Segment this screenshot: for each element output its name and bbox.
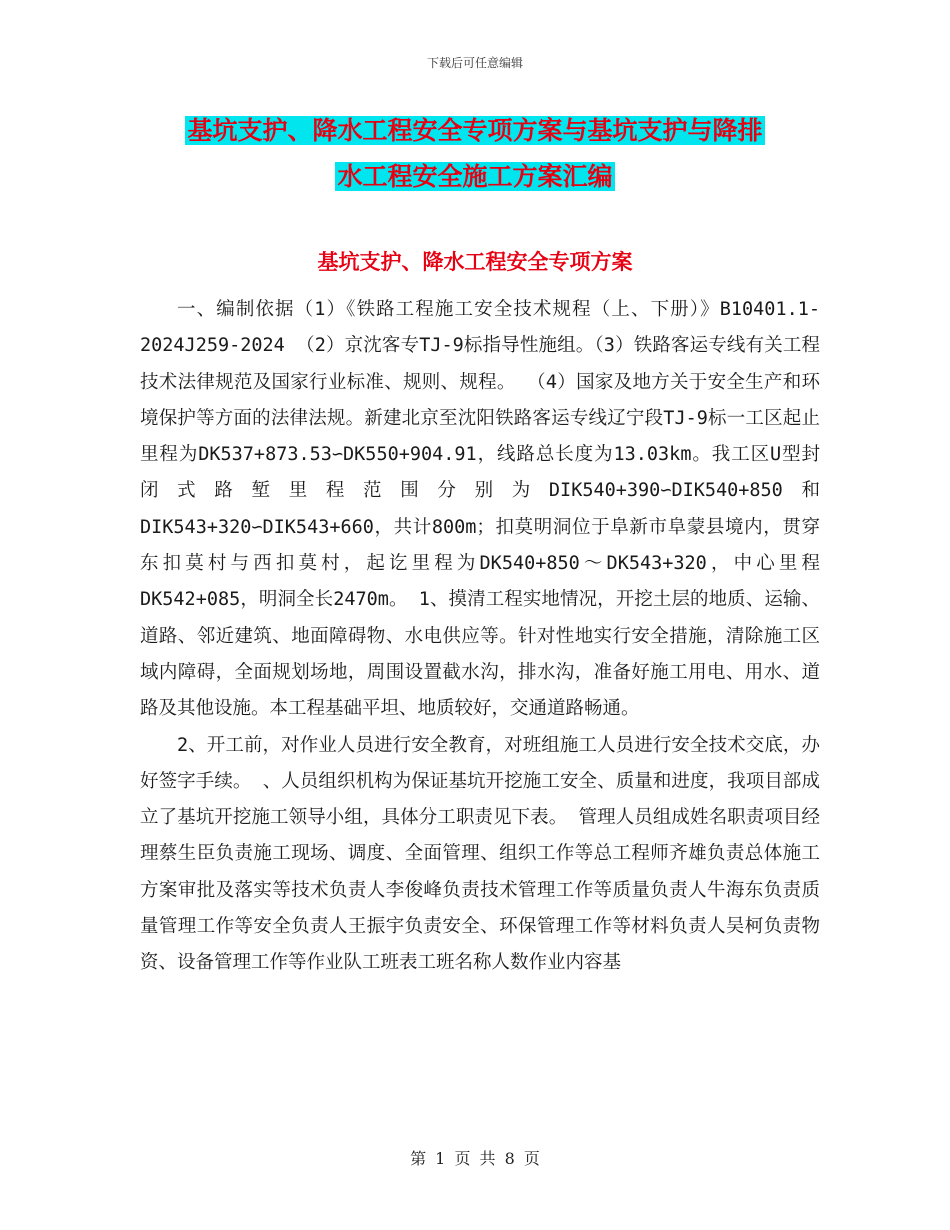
document-title-line-2: 水工程安全施工方案汇编 [337,162,613,191]
section-title: 基坑支护、降水工程安全专项方案 [317,250,633,274]
body-text [140,292,820,982]
paragraph: 一、编制依据（1）《铁路工程施工安全技术规程（上、下册）》B10401.1-2024J259-2024 （2）京沈客专TJ-9标指导性施组。（3）铁路客运专线有关工程技术法律规范及国家行业标准、规则、规程。 （4）国家及地方关于安全生产和环境保护等方面的法律法规。新建北京至沈阳铁路客运专线辽宁段TJ-9标一工区起止里程为DK537+873.53∽DK550+904.91，线路总长度为13.03km。我工区U型封闭式路堑里程范围分别为DIK540+390∽DIK540+850和DIK543+320∽DIK543+660，共计800m；扣莫明洞位于阜新市阜蒙县境内，贯穿东扣莫村与西扣莫村，起讫里程为DK540+850～DK543+320，中心里程DK542+085，明洞全长2470m。 1、摸清工程实地情况，开挖土层的地质、运输、道路、邻近建筑、地面障碍物、水电供应等。针对性地实行安全措施，清除施工区域内障碍，全面规划场地，周围设置截水沟，排水沟，准备好施工用电、用水、道路及其他设施。本工程基础平坦、地质较好，交通道路畅通。 [140,299,820,720]
document-title-line-1: 基坑支护、降水工程安全专项方案与基坑支护与降排 [187,116,763,145]
document-title [0,108,950,200]
page-footer: 第 1 页 共 8 页 [410,1149,540,1168]
paragraph: 2、开工前，对作业人员进行安全教育，对班组施工人员进行安全技术交底，办好签字手续。 、人员组织机构为保证基坑开挖施工安全、质量和进度，我项目部成立了基坑开挖施工领导小组，具体分工职责见下表。 管理人员组成姓名职责项目经理蔡生臣负责施工现场、调度、全面管理、组织工作等总工程师齐雄负责总体施工方案审批及落实等技术负责人李俊峰负责技术管理工作等质量负责人牛海东负责质量管理工作等安全负责人王振宇负责安全、环保管理工作等材料负责人吴柯负责物资、设备管理工作等作业队工班表工班名称人数作业内容基 [140,734,820,974]
header-note: 下载后可任意编辑 [426,56,523,70]
